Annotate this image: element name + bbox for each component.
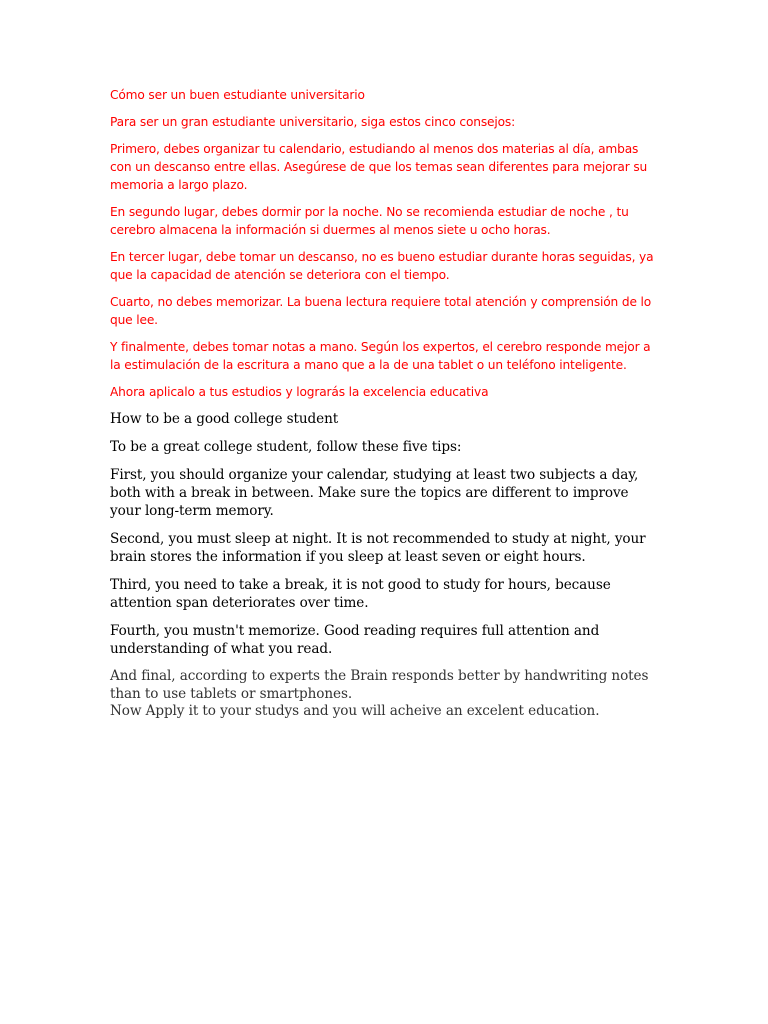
spanish-title: Cómo ser un buen estudiante universitario <box>110 88 365 102</box>
english-tip-2: Second, you must sleep at night. It is not recommended to study at night, your brain stores the information if you sleep at least seven or eight hours. <box>110 531 646 565</box>
spanish-tip-3: En tercer lugar, debe tomar un descanso, no es bueno estudiar durante horas seguidas, ya que la capacidad de atención se deteriora con el tiempo. <box>110 250 654 282</box>
spanish-tip-2: En segundo lugar, debes dormir por la noche. No se recomienda estudiar de noche , tu cerebro almacena la información si duermes al menos siete u ocho horas. <box>110 205 629 237</box>
english-tip-3: Third, you need to take a break, it is not good to study for hours, because attention span deteriorates over time. <box>110 577 611 611</box>
english-section <box>110 410 658 721</box>
spanish-tip-4: Cuarto, no debes memorizar. La buena lectura requiere total atención y comprensión de lo que lee. <box>110 295 652 327</box>
english-tip-4: Fourth, you mustn't memorize. Good reading requires full attention and understanding of what you read. <box>110 623 600 657</box>
spanish-tip-5: Y finalmente, debes tomar notas a mano. Según los expertos, el cerebro responde mejor a la estimulación de la escritura a mano que a la de una tablet o un teléfono inteligente. <box>110 340 651 372</box>
english-closing: Now Apply it to your studys and you will acheive an excelent education. <box>110 703 600 719</box>
english-intro: To be a great college student, follow these five tips: <box>110 439 462 455</box>
english-tip-1: First, you should organize your calendar, studying at least two subjects a day, both with a break in between. Make sure the topics are different to improve your long-term memory. <box>110 467 639 519</box>
english-tip-5: And final, according to experts the Brain responds better by handwriting notes than to use tablets or smartphones. <box>110 668 649 702</box>
document-page <box>110 86 658 721</box>
spanish-tip-1: Primero, debes organizar tu calendario, estudiando al menos dos materias al día, ambas con un descanso entre ellas. Asegúrese de que los temas sean diferentes para mejorar su memoria a largo plazo. <box>110 142 648 192</box>
spanish-closing: Ahora aplicalo a tus estudios y lograrás la excelencia educativa <box>110 385 489 399</box>
spanish-intro: Para ser un gran estudiante universitario, siga estos cinco consejos: <box>110 115 516 129</box>
english-title: How to be a good college student <box>110 411 339 427</box>
